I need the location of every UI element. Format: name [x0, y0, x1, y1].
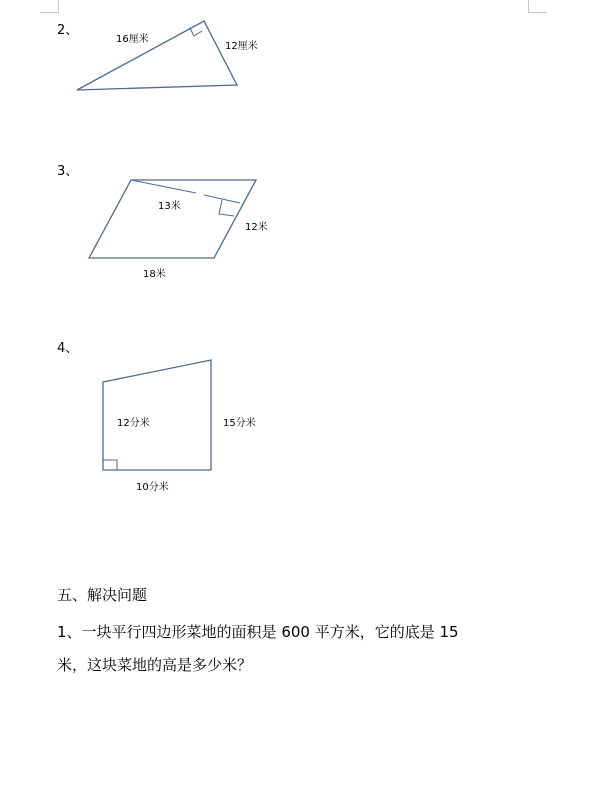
label-side: 12厘米	[225, 41, 258, 52]
question-number-4: 4、	[57, 341, 79, 356]
label-height: 13米	[158, 201, 181, 212]
problem-text-line: 1、一块平行四边形菜地的面积是 600 平方米，它的底是 15	[57, 623, 459, 641]
label-base: 18米	[143, 269, 166, 280]
question-number-3: 3、	[57, 164, 79, 179]
label-bottom-side: 10分米	[136, 482, 169, 493]
label-right-side: 15分米	[223, 418, 256, 429]
trapezoid-shape	[103, 360, 211, 470]
label-hypotenuse: 16厘米	[116, 34, 149, 45]
problem-text-line: 米，这块菜地的高是多少米？	[57, 656, 253, 674]
question-number-2: 2、	[57, 23, 79, 38]
right-angle-marker	[103, 460, 117, 470]
label-side: 12米	[245, 222, 268, 233]
label-left-side: 12分米	[117, 418, 150, 429]
section-title: 五、解决问题	[57, 586, 148, 604]
